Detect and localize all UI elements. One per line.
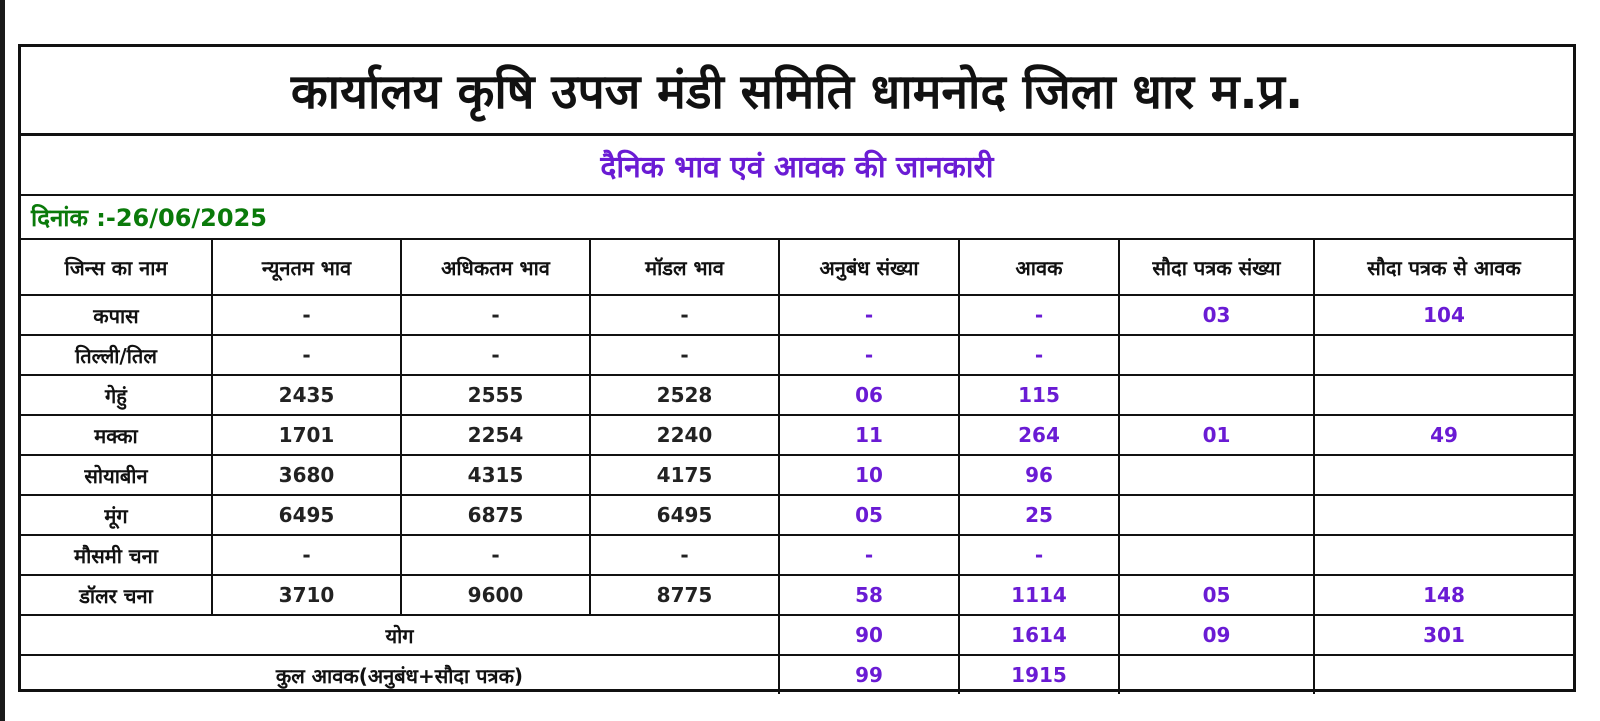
grand-total-label: कुल आवक(अनुबंध+सौदा पत्रक) xyxy=(21,655,779,694)
modal-price: 8775 xyxy=(590,575,779,615)
deal-arrival xyxy=(1314,335,1573,375)
grand-total-row xyxy=(21,655,1573,694)
header-commodity: जिन्स का नाम xyxy=(21,240,212,295)
header-deal-arrival: सौदा पत्रक से आवक xyxy=(1314,240,1573,295)
grand-total-contracts: 99 xyxy=(779,655,959,694)
min-price: 1701 xyxy=(212,415,401,455)
min-price: 3680 xyxy=(212,455,401,495)
modal-price: - xyxy=(590,535,779,575)
deal-count xyxy=(1119,495,1314,535)
modal-price: - xyxy=(590,295,779,335)
modal-price: 6495 xyxy=(590,495,779,535)
max-price: 2555 xyxy=(401,375,590,415)
arrival: 115 xyxy=(959,375,1119,415)
commodity-name: गेहुं xyxy=(21,375,212,415)
header-modal-price: मॉडल भाव xyxy=(590,240,779,295)
max-price: 2254 xyxy=(401,415,590,455)
commodity-name: तिल्ली/तिल xyxy=(21,335,212,375)
arrival: - xyxy=(959,335,1119,375)
table-row xyxy=(21,535,1573,575)
modal-price: 2240 xyxy=(590,415,779,455)
arrival: - xyxy=(959,295,1119,335)
deal-count: 01 xyxy=(1119,415,1314,455)
grand-total-arrival: 1915 xyxy=(959,655,1119,694)
header-min-price: न्यूनतम भाव xyxy=(212,240,401,295)
contract-count: - xyxy=(779,535,959,575)
commodity-name: कपास xyxy=(21,295,212,335)
arrival: 25 xyxy=(959,495,1119,535)
min-price: 2435 xyxy=(212,375,401,415)
max-price: - xyxy=(401,335,590,375)
deal-count xyxy=(1119,335,1314,375)
commodity-name: डॉलर चना xyxy=(21,575,212,615)
deal-arrival: 104 xyxy=(1314,295,1573,335)
table-row xyxy=(21,415,1573,455)
table-row xyxy=(21,375,1573,415)
grand-total-deal-arrival xyxy=(1314,655,1573,694)
min-price: - xyxy=(212,295,401,335)
grand-total-deal-count xyxy=(1119,655,1314,694)
deal-arrival xyxy=(1314,375,1573,415)
commodity-name: सोयाबीन xyxy=(21,455,212,495)
arrival: 264 xyxy=(959,415,1119,455)
table-row xyxy=(21,575,1573,615)
deal-count xyxy=(1119,375,1314,415)
page-subtitle: दैनिक भाव एवं आवक की जानकारी xyxy=(21,136,1573,196)
arrival: 1114 xyxy=(959,575,1119,615)
commodity-name: मूंग xyxy=(21,495,212,535)
min-price: 6495 xyxy=(212,495,401,535)
header-deal-count: सौदा पत्रक संख्या xyxy=(1119,240,1314,295)
modal-price: 2528 xyxy=(590,375,779,415)
table-row xyxy=(21,335,1573,375)
max-price: - xyxy=(401,535,590,575)
min-price: 3710 xyxy=(212,575,401,615)
max-price: - xyxy=(401,295,590,335)
contract-count: - xyxy=(779,335,959,375)
arrival: - xyxy=(959,535,1119,575)
contract-count: 58 xyxy=(779,575,959,615)
page-title: कार्यालय कृषि उपज मंडी समिति धामनोद जिला धार म.प्र. xyxy=(21,47,1573,136)
date-label: दिनांक :-26/06/2025 xyxy=(21,196,1573,240)
contract-count: 10 xyxy=(779,455,959,495)
total-label: योग xyxy=(21,615,779,655)
header-contract-count: अनुबंध संख्या xyxy=(779,240,959,295)
max-price: 6875 xyxy=(401,495,590,535)
left-edge-border xyxy=(0,0,5,721)
table-row xyxy=(21,455,1573,495)
table-header-row xyxy=(21,240,1573,295)
contract-count: 11 xyxy=(779,415,959,455)
deal-count: 03 xyxy=(1119,295,1314,335)
contract-count: 06 xyxy=(779,375,959,415)
contract-count: 05 xyxy=(779,495,959,535)
deal-arrival xyxy=(1314,455,1573,495)
min-price: - xyxy=(212,335,401,375)
rate-sheet xyxy=(18,44,1576,692)
modal-price: 4175 xyxy=(590,455,779,495)
arrival: 96 xyxy=(959,455,1119,495)
max-price: 4315 xyxy=(401,455,590,495)
rates-table xyxy=(21,240,1573,694)
deal-arrival xyxy=(1314,495,1573,535)
commodity-name: मक्का xyxy=(21,415,212,455)
total-arrival: 1614 xyxy=(959,615,1119,655)
commodity-name: मौसमी चना xyxy=(21,535,212,575)
deal-arrival: 49 xyxy=(1314,415,1573,455)
total-deal-arrival: 301 xyxy=(1314,615,1573,655)
header-max-price: अधिकतम भाव xyxy=(401,240,590,295)
table-row xyxy=(21,495,1573,535)
max-price: 9600 xyxy=(401,575,590,615)
deal-arrival xyxy=(1314,535,1573,575)
total-contracts: 90 xyxy=(779,615,959,655)
min-price: - xyxy=(212,535,401,575)
header-arrival: आवक xyxy=(959,240,1119,295)
deal-count: 05 xyxy=(1119,575,1314,615)
modal-price: - xyxy=(590,335,779,375)
table-row xyxy=(21,295,1573,335)
deal-count xyxy=(1119,455,1314,495)
total-deal-count: 09 xyxy=(1119,615,1314,655)
total-row xyxy=(21,615,1573,655)
contract-count: - xyxy=(779,295,959,335)
deal-count xyxy=(1119,535,1314,575)
deal-arrival: 148 xyxy=(1314,575,1573,615)
